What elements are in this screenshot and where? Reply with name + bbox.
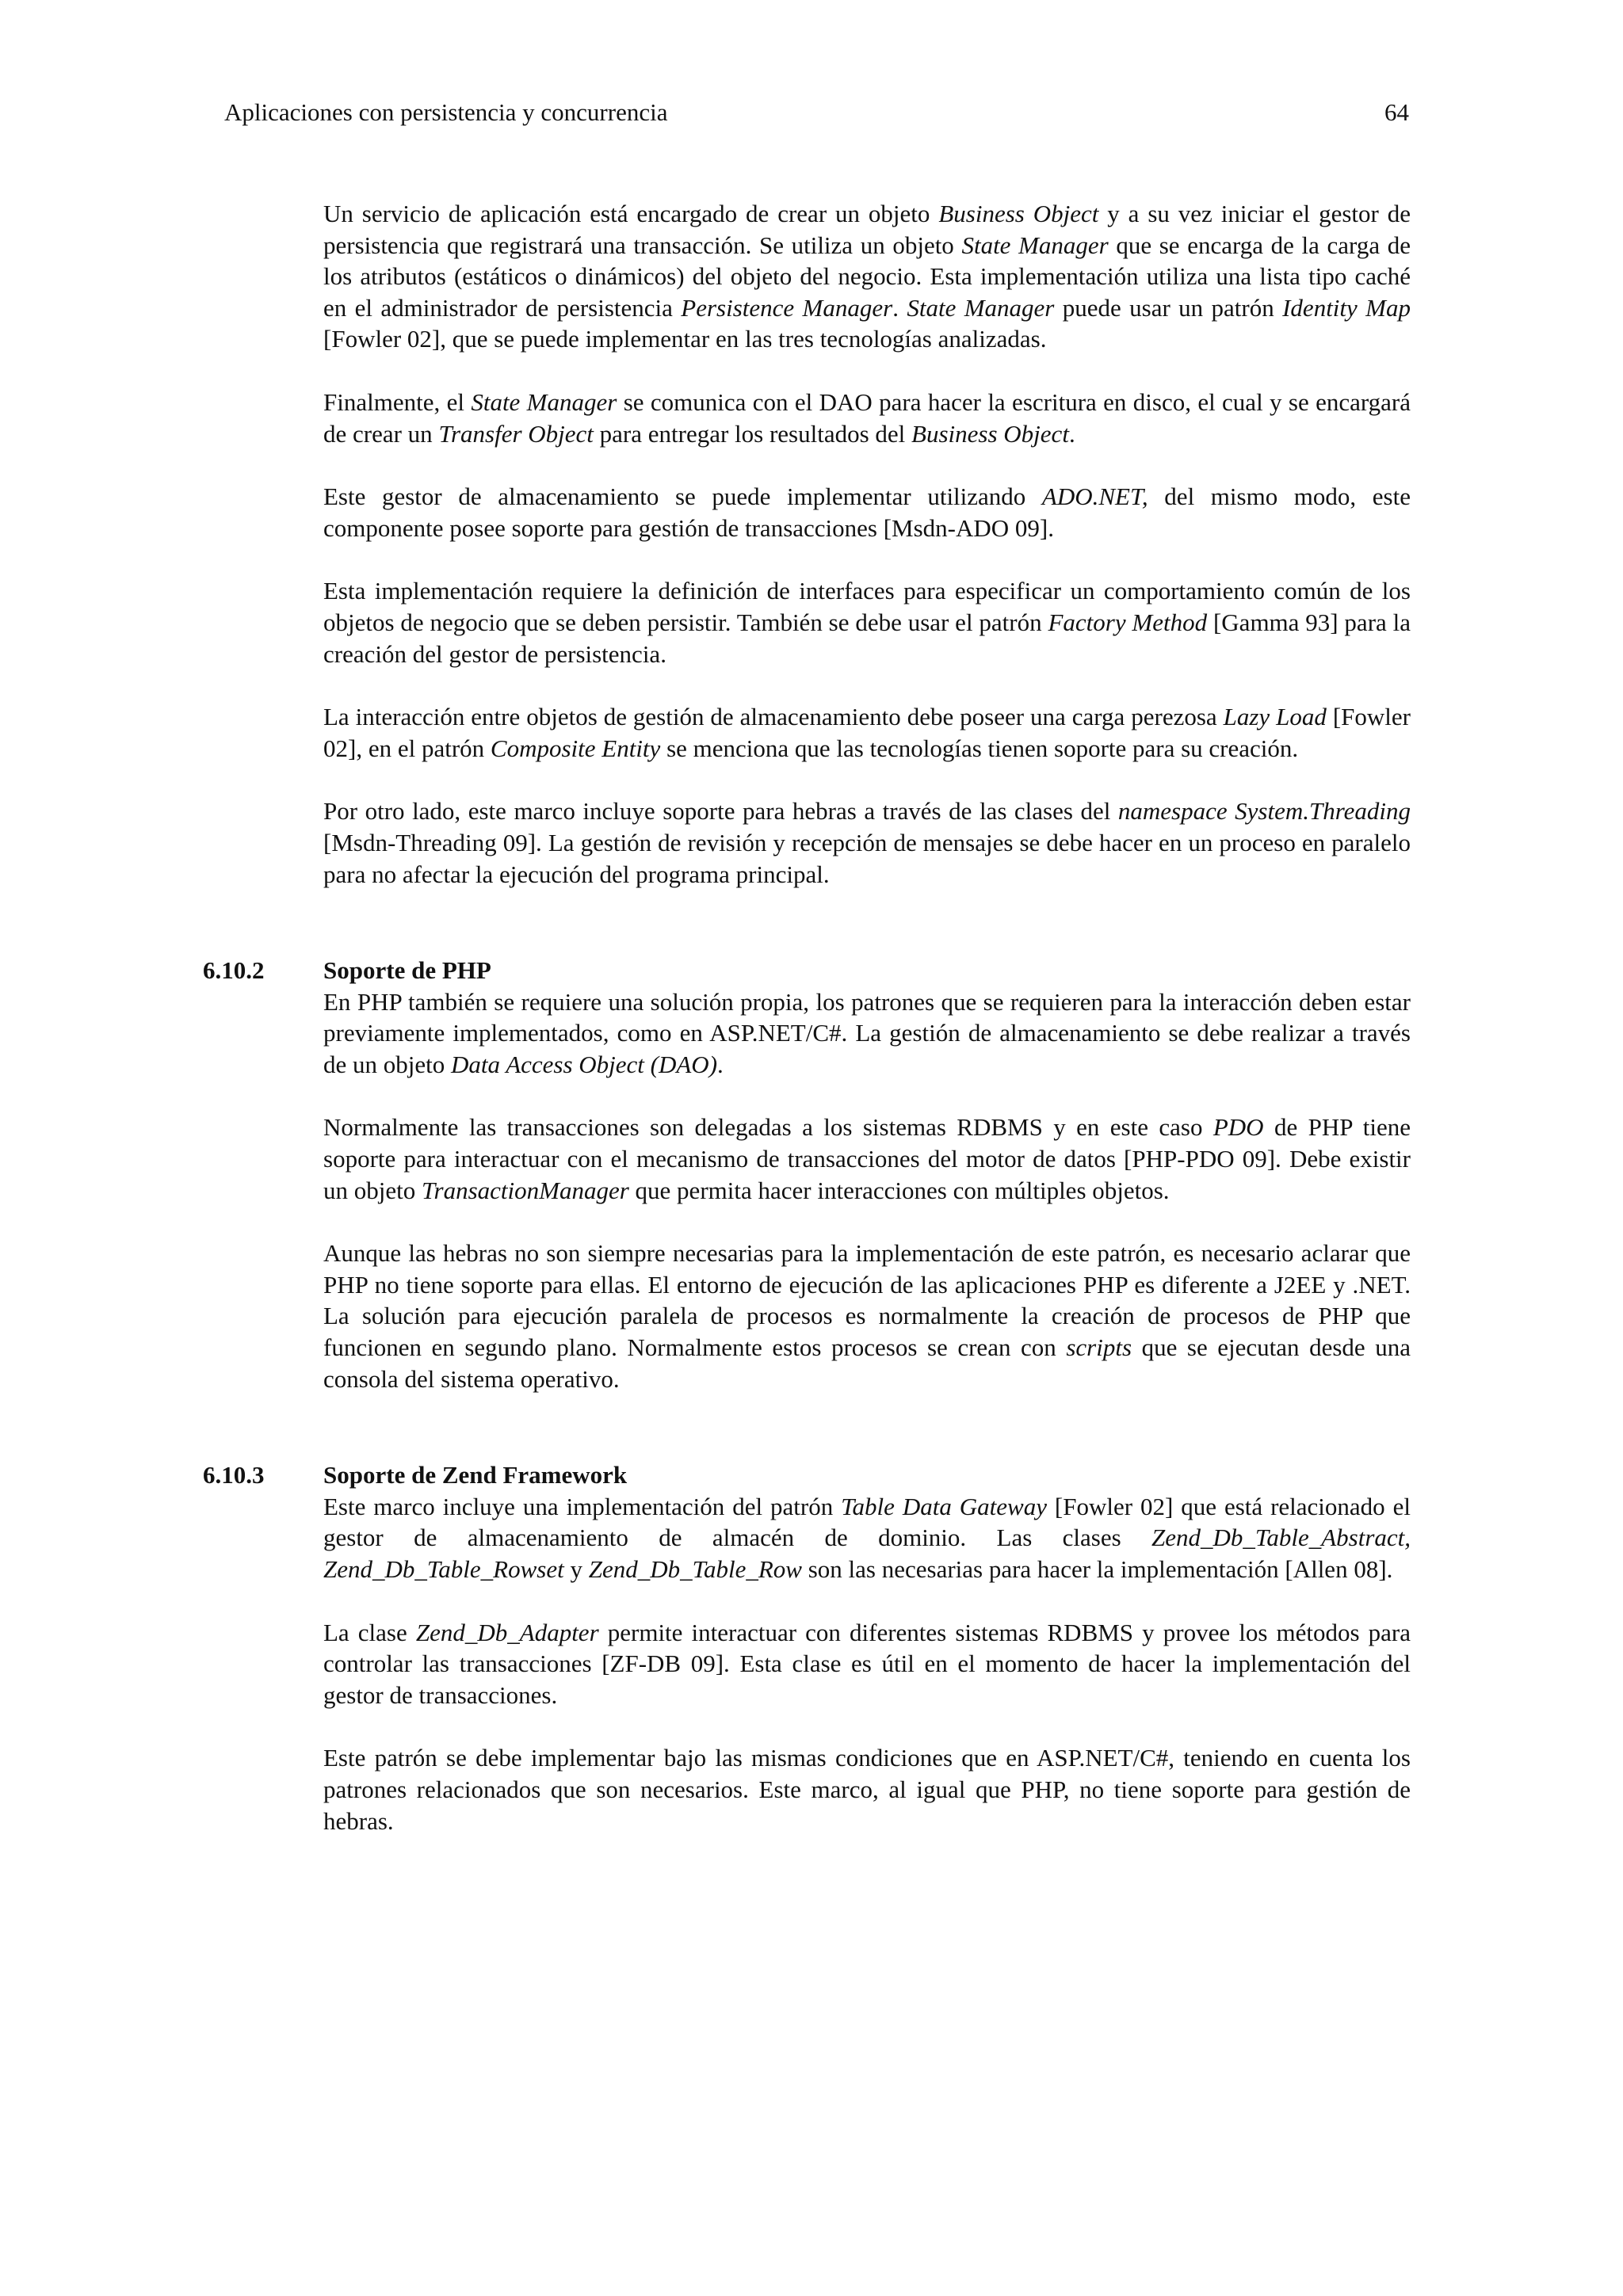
section-php: [203, 955, 1411, 1394]
section-number: 6.10.2: [203, 956, 265, 985]
paragraph: Este marco incluye una implementación del patrón Table Data Gateway [Fowler 02] que está relacionado el gestor de almacenamiento de almacén de dominio. Las clases Zend_Db_Table_Abstract, Zend_Db_Table_Rowset y Zend_Db_Table_Row son las necesarias para hacer la implementación [Allen 08].: [323, 1492, 1411, 1583]
paragraph: Aunque las hebras no son siempre necesarias para la implementación de este patrón, es necesario aclarar que PHP no tiene soporte para ellas. El entorno de ejecución de las aplicaciones PHP es diferente a J2EE y .NET. La solución para ejecución paralela de procesos es normalmente la creación de procesos de PHP que funcionen en segundo plano. Normalmente estos procesos se crean con scripts que se ejecutan desde una consola del sistema operativo.: [323, 1239, 1411, 1393]
body-column: [203, 198, 1411, 1836]
running-header: [224, 97, 1409, 128]
paragraph: Esta implementación requiere la definición de interfaces para especificar un comportamiento común de los objetos de negocio que se deben persistir. También se debe usar el patrón Factory Method [Gamma 93] para la creación del gestor de persistencia.: [323, 577, 1411, 668]
paragraph: Un servicio de aplicación está encargado de crear un objeto Business Object y a su vez iniciar el gestor de persistencia que registrará una transacción. Se utiliza un objeto State Manager que se encarga de la carga de los atributos (estáticos o dinámicos) del objeto del negocio. Esta implementación utiliza una lista tipo caché en el administrador de persistencia Persistence Manager. State Manager puede usar un patrón Identity Map [Fowler 02], que se puede implementar en las tres tecnologías analizadas.: [323, 200, 1411, 353]
section-heading: Soporte de Zend Framework: [323, 1461, 628, 1489]
section-number: 6.10.3: [203, 1461, 265, 1489]
paragraph: La clase Zend_Db_Adapter permite interactuar con diferentes sistemas RDBMS y provee los métodos para controlar las transacciones [ZF-DB 09]. Esta clase es útil en el momento de hacer la implementación del gestor de transacciones.: [323, 1618, 1411, 1709]
paragraph: La interacción entre objetos de gestión de almacenamiento debe poseer una carga perezosa Lazy Load [Fowler 02], en el patrón Composite Entity se menciona que las tecnologías tienen soporte para su creación.: [323, 703, 1411, 762]
paragraph: Este patrón se debe implementar bajo las mismas condiciones que en ASP.NET/C#, teniendo en cuenta los patrones relacionados que son necesarios. Este marco, al igual que PHP, no tiene soporte para gestión de hebras.: [323, 1744, 1411, 1835]
paragraph: Este gestor de almacenamiento se puede implementar utilizando ADO.NET, del mismo modo, este componente posee soporte para gestión de transacciones [Msdn-ADO 09].: [323, 482, 1411, 542]
paragraph: Finalmente, el State Manager se comunica con el DAO para hacer la escritura en disco, el cual y se encargará de crear un Transfer Object para entregar los resultados del Business Object.: [323, 387, 1411, 448]
paragraph: En PHP también se requiere una solución propia, los patrones que se requieren para la interacción deben estar previamente implementados, como en ASP.NET/C#. La gestión de almacenamiento se debe realizar a través de un objeto Data Access Object (DAO).: [323, 987, 1411, 1078]
paragraph: Normalmente las transacciones son delegadas a los sistemas RDBMS y en este caso PDO de PHP tiene soporte para interactuar con el mecanismo de transacciones del motor de datos [PHP-PDO 09]. Debe existir un objeto TransactionManager que permita hacer interacciones con múltiples objetos.: [323, 1113, 1411, 1204]
section-zend: [203, 1459, 1411, 1836]
running-title: Aplicaciones con persistencia y concurrencia: [224, 98, 668, 126]
section-heading: Soporte de PHP: [323, 956, 491, 985]
paragraph: Por otro lado, este marco incluye soporte para hebras a través de las clases del namespace System.Threading [Msdn-Threading 09]. La gestión de revisión y recepción de mensajes se debe hacer en un proceso en paralelo para no afectar la ejecución del programa principal.: [323, 797, 1411, 888]
page-number: 64: [1384, 98, 1409, 126]
